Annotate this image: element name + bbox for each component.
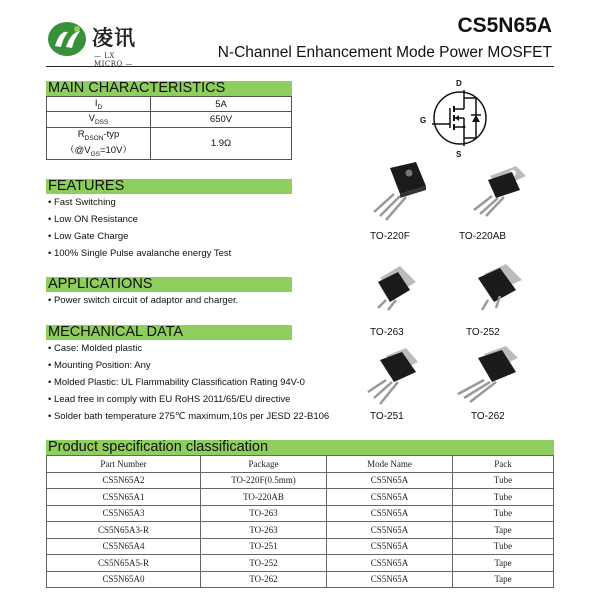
list-item: • Mounting Position: Any <box>48 360 151 371</box>
table-cell: TO-262 <box>201 571 327 588</box>
to262-package-icon <box>450 344 522 406</box>
mosfet-schematic-symbol <box>418 78 498 158</box>
param-cell: $I_D$ <box>47 97 151 112</box>
to263-package-icon <box>370 262 420 314</box>
to252-label: TO-252 <box>466 327 500 338</box>
applications-list <box>48 292 238 309</box>
mechanical-list <box>48 340 329 425</box>
to251-package-icon <box>360 346 424 408</box>
device-subtitle: N-Channel Enhancement Mode Power MOSFET <box>217 44 552 61</box>
table-cell: Tube <box>453 472 554 489</box>
table-cell: Tape <box>453 522 554 539</box>
table-cell: CS5N65A <box>327 505 453 522</box>
product-spec-heading: Product specification classification <box>46 440 554 455</box>
features-heading: FEATURES <box>46 179 292 194</box>
param-cell: $R_{DSON}$-typ $(@V_{GS}=10V)$ <box>47 128 151 160</box>
table-row <box>47 112 292 128</box>
table-cell: TO-220F(0.5mm) <box>201 472 327 489</box>
list-item: • Fast Switching <box>48 197 116 208</box>
to263-label: TO-263 <box>370 327 404 338</box>
column-header: Pack <box>453 456 554 473</box>
list-item: • Low Gate Charge <box>48 231 129 242</box>
table-cell: CS5N65A0 <box>47 571 201 588</box>
column-header: Package <box>201 456 327 473</box>
param-cell: $V_{DSS}$ <box>47 112 151 128</box>
table-cell: CS5N65A <box>327 472 453 489</box>
column-header: Part Number <box>47 456 201 473</box>
value-cell: 5A <box>151 97 292 112</box>
table-cell: CS5N65A <box>327 555 453 572</box>
list-item: • Molded Plastic: UL Flammability Classification Rating 94V-0 <box>48 377 305 388</box>
table-cell: TO-252 <box>201 555 327 572</box>
table-row <box>47 97 292 112</box>
table-cell: Tube <box>453 505 554 522</box>
table-cell: CS5N65A3 <box>47 505 201 522</box>
company-logo <box>46 20 146 68</box>
to220f-package-icon <box>364 160 434 224</box>
applications-heading: APPLICATIONS <box>46 277 292 292</box>
table-row <box>47 472 554 489</box>
table-header-row <box>47 456 554 473</box>
list-item: • Case: Molded plastic <box>48 343 143 354</box>
logo-english-text: — LX MICRO — <box>94 52 134 68</box>
table-cell: Tape <box>453 571 554 588</box>
to251-label: TO-251 <box>370 411 404 422</box>
table-cell: CS5N65A5-R <box>47 555 201 572</box>
table-row <box>47 505 554 522</box>
table-cell: TO-251 <box>201 538 327 555</box>
list-item: • Low ON Resistance <box>48 214 138 225</box>
table-row <box>47 522 554 539</box>
product-spec-table <box>46 455 554 588</box>
to262-label: TO-262 <box>471 411 505 422</box>
features-list <box>48 194 231 262</box>
main-characteristics-table <box>46 96 292 160</box>
value-cell: 650V <box>151 112 292 128</box>
list-item: • Lead free in comply with EU RoHS 2011/65/EU directive <box>48 394 291 405</box>
table-row <box>47 538 554 555</box>
table-cell: TO-263 <box>201 522 327 539</box>
table-cell: Tube <box>453 538 554 555</box>
to252-package-icon <box>470 260 526 316</box>
value-cell: 1.9Ω <box>151 128 292 160</box>
table-row <box>47 555 554 572</box>
table-cell: Tape <box>453 555 554 572</box>
mechanical-data-heading: MECHANICAL DATA <box>46 325 292 340</box>
table-cell: Tube <box>453 489 554 506</box>
drain-label: D <box>456 79 462 88</box>
to220ab-label: TO-220AB <box>459 231 507 242</box>
to220ab-package-icon <box>460 162 532 224</box>
list-item: • Power switch circuit of adaptor and charger. <box>48 295 239 306</box>
table-cell: CS5N65A <box>327 571 453 588</box>
header-divider <box>46 66 554 67</box>
table-cell: CS5N65A <box>327 538 453 555</box>
table-row <box>47 571 554 588</box>
table-cell: CS5N65A <box>327 522 453 539</box>
list-item: • 100% Single Pulse avalanche energy Test <box>48 248 232 259</box>
source-label: S <box>456 150 462 159</box>
logo-chinese-text: 凌讯 <box>92 25 136 50</box>
table-cell: CS5N65A3-R <box>47 522 201 539</box>
table-row <box>47 489 554 506</box>
logo-emblem-icon <box>46 20 88 58</box>
table-row <box>47 128 292 160</box>
to220f-label: TO-220F <box>370 231 410 242</box>
table-cell: TO-220AB <box>201 489 327 506</box>
column-header: Mode Name <box>327 456 453 473</box>
part-number-title: CS5N65A <box>457 14 552 37</box>
gate-label: G <box>420 116 427 125</box>
table-cell: CS5N65A1 <box>47 489 201 506</box>
main-characteristics-heading: MAIN CHARACTERISTICS <box>46 81 292 96</box>
table-cell: CS5N65A4 <box>47 538 201 555</box>
table-cell: CS5N65A2 <box>47 472 201 489</box>
table-cell: CS5N65A <box>327 489 453 506</box>
table-cell: TO-263 <box>201 505 327 522</box>
list-item: • Solder bath temperature 275℃ maximum,10s per JESD 22-B106 <box>48 411 330 422</box>
